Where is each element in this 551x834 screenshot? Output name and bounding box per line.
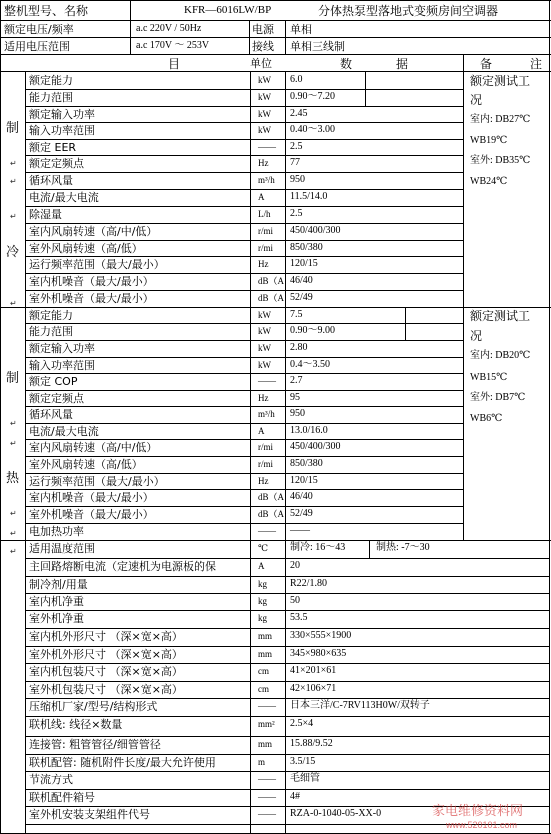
cooling-row-rule — [25, 223, 463, 224]
cooling-row-8-item: 除湿量 — [29, 208, 62, 221]
cooling-row-10-unit: r/mi — [258, 243, 273, 253]
heating-row-13-item: 电加热功率 — [29, 525, 84, 538]
general-row-rule — [25, 628, 549, 629]
paragraph-mark: ↵ — [10, 529, 17, 538]
general-row-2-item: 制冷剂/用量 — [29, 578, 88, 591]
general-row-10-value: 2.5×4 — [290, 718, 314, 729]
cooling-row-0-value: 6.0 — [290, 74, 303, 85]
cooling-row-3-unit: kW — [258, 125, 271, 135]
cooling-note-line-1: 况 — [470, 93, 483, 107]
cooling-row-0-item: 额定能力 — [29, 74, 73, 87]
general-row-8-value: 42×106×71 — [290, 683, 337, 694]
col-data-label: 数 — [340, 57, 353, 71]
heating-row-11-unit: dB（A — [258, 492, 285, 502]
cooling-row-3-value: 0.40～3.00 — [290, 124, 335, 135]
heating-row-5-item: 额定定频点 — [29, 392, 84, 405]
header-rule — [0, 37, 551, 38]
cooling-section-col — [25, 72, 26, 307]
heating-row-9-item: 室外风扇转速（高/低） — [29, 458, 143, 471]
header-col — [249, 21, 250, 55]
cooling-row-3-item: 输入功率范围 — [29, 124, 95, 137]
general-row-7-item: 室内机包装尺寸 （深×宽×高） — [29, 665, 183, 678]
cooling-row-rule — [25, 189, 463, 190]
rated-voltage-value: a.c 220V / 50Hz — [136, 23, 202, 34]
rated-voltage-label: 额定电压/频率 — [4, 23, 74, 36]
watermark-text: 家电维修资料网 — [432, 803, 524, 818]
general-row-rule — [25, 576, 549, 577]
heating-row-2-item: 额定输入功率 — [29, 342, 95, 355]
general-row-rule — [25, 716, 549, 717]
cooling-row-7-unit: A — [258, 192, 265, 202]
unit-value-col — [285, 72, 286, 834]
general-row-rule — [25, 663, 549, 664]
model-value: KFR—6016LW/BP — [184, 4, 272, 16]
heating-row-rule — [25, 439, 463, 440]
cooling-row-4-value: 2.5 — [290, 141, 303, 152]
general-row-0-value: 制冷: 16～43 — [290, 542, 346, 553]
general-row-0-unit: ℃ — [258, 543, 269, 553]
heating-row-5-value: 95 — [290, 392, 300, 403]
cooling-row-11-value: 120/15 — [290, 258, 318, 269]
cooling-row-rule — [25, 240, 463, 241]
general-row-15-item: 室外机安装支架组件代号 — [29, 808, 150, 821]
heating-row-13-unit: —— — [258, 526, 276, 536]
col-data-label-2: 据 — [396, 57, 409, 71]
paragraph-mark: ↵ — [10, 419, 17, 428]
general-row-9-unit: —— — [258, 701, 276, 711]
general-row-12-unit: m — [258, 757, 266, 767]
cooling-row-2-unit: kW — [258, 109, 271, 119]
heating-row-6-value: 950 — [290, 408, 305, 419]
product-name: 分体热泵型落地式变频房间空调器 — [318, 4, 499, 18]
cooling-row-rule — [25, 206, 463, 207]
heating-row-1-item: 能力范围 — [29, 325, 73, 338]
general-row-0-item: 适用温度范围 — [29, 542, 95, 555]
paragraph-mark: ↵ — [10, 177, 17, 186]
heating-note-line-1: 况 — [470, 329, 483, 343]
cooling-row-6-value: 950 — [290, 174, 305, 185]
heating-row-7-unit: A — [258, 426, 265, 436]
cooling-row-rule — [25, 155, 463, 156]
heating-row-3-value: 0.4～3.50 — [290, 359, 330, 370]
wiring-label: 接线 — [252, 40, 274, 53]
heating-row-4-item: 额定 COP — [29, 375, 78, 388]
border-top — [0, 0, 551, 1]
general-row-11-item: 连接管: 粗管管径/细管管径 — [29, 738, 161, 751]
general-row-rule — [25, 698, 549, 699]
cooling-value-subdivider — [365, 72, 366, 106]
heating-row-10-unit: Hz — [258, 476, 269, 486]
cooling-row-12-value: 46/40 — [290, 275, 313, 286]
value-note-col — [463, 55, 464, 540]
general-row-10-item: 联机线: 线径×数量 — [29, 718, 123, 731]
general-row-3-unit: kg — [258, 596, 267, 606]
general-row-7-value: 41×201×61 — [290, 665, 337, 676]
general-row-2-unit: kg — [258, 579, 267, 589]
cooling-row-1-item: 能力范围 — [29, 91, 73, 104]
heating-row-11-value: 46/40 — [290, 491, 313, 502]
cooling-row-2-value: 2.45 — [290, 108, 308, 119]
general-row-2-value: R22/1.80 — [290, 578, 327, 589]
wiring-value: 单相三线制 — [290, 40, 345, 53]
col-header-rule — [0, 71, 551, 72]
heating-note-line-5: WB6℃ — [470, 413, 503, 424]
cooling-note-line-2: 室内: DB27℃ — [470, 114, 531, 125]
col-note-label-2: 注 — [530, 57, 543, 71]
heating-row-0-item: 额定能力 — [29, 309, 73, 322]
paragraph-mark: ↵ — [10, 159, 17, 168]
general-row-3-item: 室内机净重 — [29, 595, 84, 608]
cooling-row-11-item: 运行频率范围（最大/最小） — [29, 258, 165, 271]
heating-row-rule — [25, 373, 463, 374]
cooling-row-7-value: 11.5/14.0 — [290, 191, 328, 202]
general-row-8-unit: cm — [258, 684, 269, 694]
general-row-10-unit: mm² — [258, 719, 275, 729]
power-source-value: 单相 — [290, 23, 312, 36]
heating-row-13-value: —— — [290, 525, 310, 536]
cooling-row-6-item: 循环风量 — [29, 174, 73, 187]
general-row-13-unit: —— — [258, 774, 276, 784]
voltage-range-value: a.c 170V ～ 253V — [136, 40, 210, 51]
cooling-note-line-0: 额定测试工 — [470, 74, 531, 88]
general-row-4-unit: kg — [258, 613, 267, 623]
cooling-note-line-4: 室外: DB35℃ — [470, 155, 531, 166]
heating-side-char-1: 制 — [6, 371, 20, 386]
header-rule — [0, 54, 551, 55]
cooling-row-rule — [25, 290, 463, 291]
general-row-13-value: 毛细管 — [290, 773, 320, 784]
cooling-row-13-value: 52/49 — [290, 292, 313, 303]
heating-row-7-item: 电流/最大电流 — [29, 425, 99, 438]
general-row-0-value2: 制热: -7～30 — [376, 542, 430, 553]
general-row-9-item: 压缩机厂家/型号/结构形式 — [29, 700, 158, 713]
cooling-row-9-item: 室内风扇转速（高/中/低） — [29, 225, 158, 238]
general-row-1-unit: A — [258, 561, 265, 571]
general-row-4-item: 室外机净重 — [29, 612, 84, 625]
heating-row-1-value: 0.90～9.00 — [290, 325, 335, 336]
cooling-row-5-value: 77 — [290, 157, 300, 168]
heating-note-line-3: WB15℃ — [470, 372, 508, 383]
cooling-row-rule — [25, 139, 463, 140]
heating-row-2-value: 2.80 — [290, 342, 308, 353]
model-label: 整机型号、名称 — [4, 4, 89, 18]
header-rule — [0, 20, 551, 21]
heating-note-line-4: 室外: DB7℃ — [470, 392, 526, 403]
paragraph-mark: ↵ — [10, 212, 17, 221]
general-row-1-item: 主回路熔断电流（定速机为电源板的保 — [29, 560, 216, 573]
cooling-row-9-unit: r/mi — [258, 226, 273, 236]
general-row-rule — [25, 736, 549, 737]
general-row-13-item: 节流方式 — [29, 773, 73, 786]
paragraph-mark: ↵ — [10, 547, 17, 556]
heating-side-char-2: 热 — [6, 471, 20, 486]
general-row-6-item: 室外机外形尺寸 （深×宽×高） — [29, 648, 183, 661]
col-item-label: 目 — [168, 57, 181, 71]
general-row-rule — [25, 754, 549, 755]
power-source-label: 电源 — [252, 23, 274, 36]
cooling-row-10-item: 室外风扇转速（高/低） — [29, 242, 143, 255]
paragraph-mark: ↵ — [10, 509, 17, 518]
heating-row-rule — [25, 456, 463, 457]
item-unit-col — [250, 72, 251, 834]
heating-row-8-value: 450/400/300 — [290, 441, 341, 452]
border-right — [549, 0, 550, 834]
cooling-row-11-unit: Hz — [258, 259, 269, 269]
heating-row-9-unit: r/mi — [258, 459, 273, 469]
heating-row-10-value: 120/15 — [290, 475, 318, 486]
heating-value-subdivider — [405, 307, 406, 341]
header-col — [130, 0, 131, 55]
heating-note-line-0: 额定测试工 — [470, 309, 531, 323]
heating-row-rule — [25, 506, 463, 507]
general-row-rule — [25, 789, 549, 790]
heating-row-rule — [25, 357, 463, 358]
col-unit-label: 单位 — [250, 57, 272, 70]
heating-row-7-value: 13.0/16.0 — [290, 425, 328, 436]
heating-row-10-item: 运行频率范围（最大/最小） — [29, 475, 165, 488]
general-row-5-value: 330×555×1900 — [290, 630, 352, 641]
general-row-rule — [25, 610, 549, 611]
heating-row-rule — [25, 340, 463, 341]
cooling-row-12-unit: dB（A — [258, 276, 285, 286]
cooling-row-0-unit: kW — [258, 75, 271, 85]
cooling-row-2-item: 额定输入功率 — [29, 108, 95, 121]
general-row-15-unit: —— — [258, 809, 276, 819]
border-left — [0, 0, 1, 834]
cooling-row-1-unit: kW — [258, 92, 271, 102]
cooling-row-12-item: 室内机噪音（最大/最小） — [29, 275, 154, 288]
voltage-range-label: 适用电压范围 — [4, 40, 70, 53]
general-row-rule — [25, 558, 549, 559]
general-row-15-value: RZA-0-1040-05-XX-0 — [290, 808, 382, 819]
cooling-note-line-3: WB19℃ — [470, 135, 508, 146]
heating-row-4-value: 2.7 — [290, 375, 303, 386]
heating-row-12-unit: dB（A — [258, 509, 285, 519]
general-row-14-item: 联机配件箱号 — [29, 791, 95, 804]
cooling-end-rule — [0, 307, 551, 308]
cooling-row-8-value: 2.5 — [290, 208, 303, 219]
cooling-row-4-item: 额定 EER — [29, 141, 77, 154]
general-row-3-value: 50 — [290, 595, 300, 606]
cooling-side-char-1: 制 — [6, 121, 20, 136]
general-row-rule — [25, 593, 549, 594]
cooling-row-6-unit: m³/h — [258, 175, 275, 185]
general-row-9-value: 日本三洋/C-7RV113H0W/双转子 — [290, 700, 430, 711]
heating-row-3-item: 输入功率范围 — [29, 359, 95, 372]
heating-row-rule — [25, 390, 463, 391]
cooling-row-8-unit: L/h — [258, 209, 271, 219]
heating-row-2-unit: kW — [258, 343, 271, 353]
heating-row-rule — [25, 473, 463, 474]
heating-row-11-item: 室内机噪音（最大/最小） — [29, 491, 154, 504]
general-row-14-value: 4# — [290, 791, 300, 802]
cooling-row-rule — [25, 106, 463, 107]
cooling-row-13-item: 室外机噪音（最大/最小） — [29, 292, 154, 305]
general-row-5-item: 室内机外形尺寸 （深×宽×高） — [29, 630, 183, 643]
col-note-label: 备 — [480, 57, 493, 71]
cooling-row-9-value: 450/400/300 — [290, 225, 341, 236]
cooling-row-4-unit: —— — [258, 142, 276, 152]
heating-row-rule — [25, 523, 463, 524]
general-row-12-item: 联机配管: 随机附件长度/最大允许使用 — [29, 756, 216, 769]
heating-section-col — [25, 307, 26, 540]
heating-row-9-value: 850/380 — [290, 458, 323, 469]
general-row-5-unit: mm — [258, 631, 273, 641]
cooling-row-5-item: 额定定频点 — [29, 157, 84, 170]
heating-row-rule — [25, 323, 463, 324]
general-row-6-unit: mm — [258, 649, 273, 659]
heating-row-rule — [25, 423, 463, 424]
header-col — [285, 21, 286, 55]
general-row-rule — [25, 681, 549, 682]
general-row-8-item: 室外机包装尺寸 （深×宽×高） — [29, 683, 183, 696]
heating-row-0-value: 7.5 — [290, 309, 303, 320]
heating-row-rule — [25, 406, 463, 407]
cooling-row-rule — [25, 122, 463, 123]
heating-row-8-item: 室内风扇转速（高/中/低） — [29, 441, 158, 454]
cooling-row-10-value: 850/380 — [290, 242, 323, 253]
general-row-11-value: 15.88/9.52 — [290, 738, 333, 749]
general-row-rule — [25, 771, 549, 772]
cooling-side-char-2: 冷 — [6, 245, 20, 260]
heating-row-6-unit: m³/h — [258, 409, 275, 419]
heating-row-5-unit: Hz — [258, 393, 269, 403]
cooling-row-5-unit: Hz — [258, 158, 269, 168]
general-row-1-value: 20 — [290, 560, 300, 571]
heating-row-1-unit: kW — [258, 326, 271, 336]
watermark-url: www.520101.com — [446, 820, 518, 830]
cooling-row-rule — [25, 273, 463, 274]
heating-row-12-value: 52/49 — [290, 508, 313, 519]
temp-range-divider — [369, 540, 370, 558]
general-row-12-value: 3.5/15 — [290, 756, 316, 767]
heating-row-12-item: 室外机噪音（最大/最小） — [29, 508, 154, 521]
cooling-row-1-value: 0.90～7.20 — [290, 91, 335, 102]
heating-row-4-unit: —— — [258, 376, 276, 386]
general-row-rule — [25, 646, 549, 647]
heating-row-rule — [25, 489, 463, 490]
cooling-note-line-5: WB24℃ — [470, 176, 508, 187]
paragraph-mark: ↵ — [10, 299, 17, 308]
heating-note-line-2: 室内: DB20℃ — [470, 350, 531, 361]
cooling-row-rule — [25, 172, 463, 173]
heating-row-6-item: 循环风量 — [29, 408, 73, 421]
cooling-row-rule — [25, 256, 463, 257]
heating-row-0-unit: kW — [258, 310, 271, 320]
heating-row-8-unit: r/mi — [258, 442, 273, 452]
paragraph-mark: ↵ — [10, 439, 17, 448]
general-row-6-value: 345×980×635 — [290, 648, 347, 659]
cooling-row-rule — [25, 89, 463, 90]
general-row-14-unit: —— — [258, 792, 276, 802]
cooling-row-7-item: 电流/最大电流 — [29, 191, 99, 204]
general-left-col — [25, 540, 26, 834]
heating-row-3-unit: kW — [258, 360, 271, 370]
general-row-11-unit: mm — [258, 739, 273, 749]
heating-end-rule — [0, 540, 551, 541]
cooling-row-13-unit: dB（A — [258, 293, 285, 303]
general-row-4-value: 53.5 — [290, 612, 308, 623]
general-row-7-unit: cm — [258, 666, 269, 676]
